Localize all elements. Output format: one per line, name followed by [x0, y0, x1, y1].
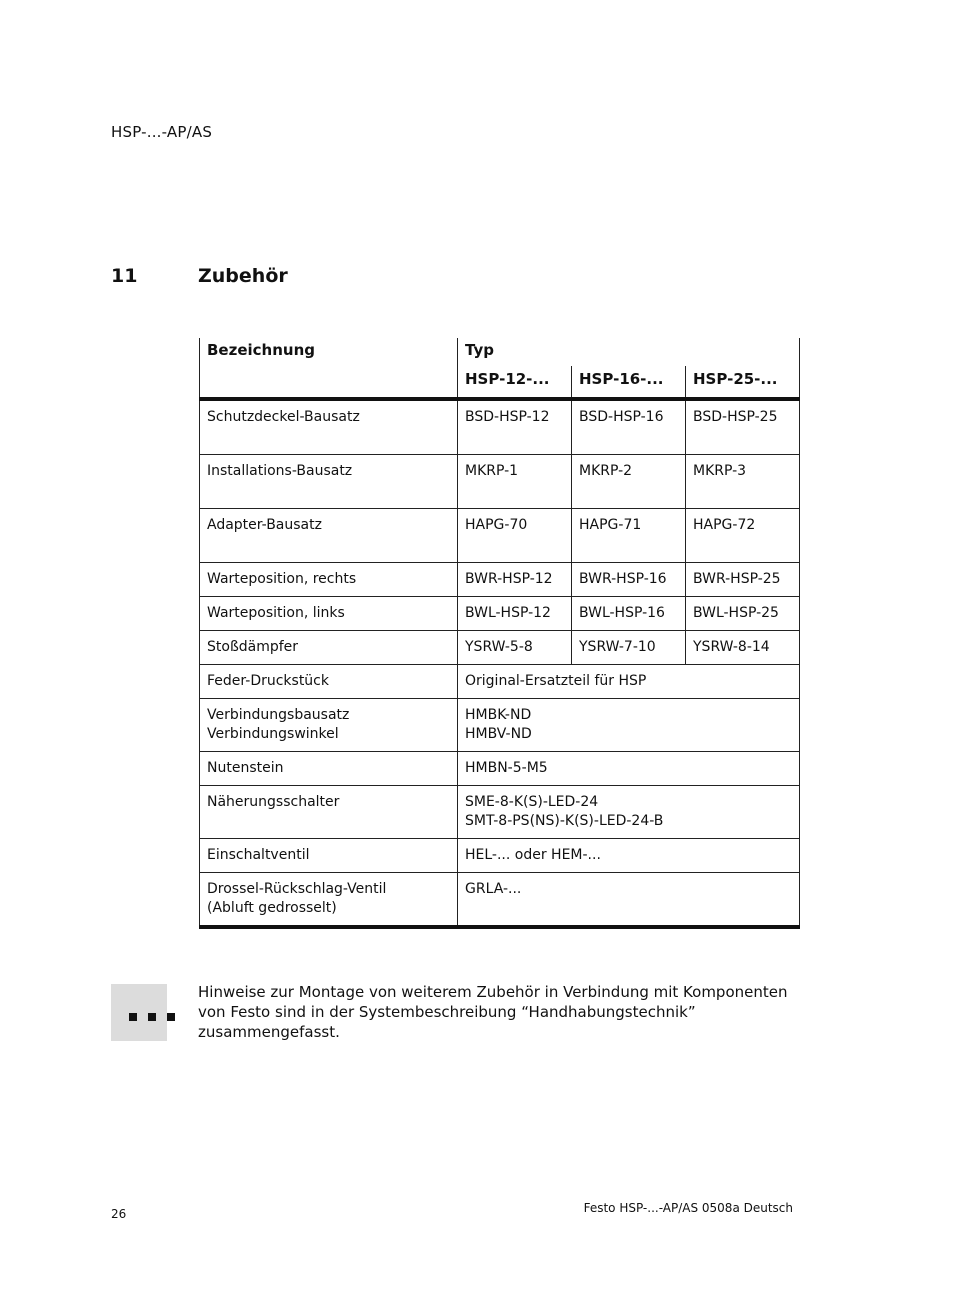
row-value-merged: [458, 786, 800, 839]
row-name: Stoßdämpfer: [200, 631, 458, 665]
row-value-merged: Original-Ersatzteil für HSP: [458, 665, 800, 699]
row-name-line: Verbindungsbausatz: [207, 707, 350, 723]
row-value: BSD-HSP-25: [686, 399, 800, 455]
table-row: [200, 631, 800, 665]
row-value-line: SMT-8-PS(NS)-K(S)-LED-24-B: [465, 813, 664, 829]
row-name-line: (Abluft gedrosselt): [207, 900, 337, 916]
table-row: [200, 665, 800, 699]
row-value: BWL-HSP-16: [572, 597, 686, 631]
row-value: BWL-HSP-25: [686, 597, 800, 631]
running-header: HSP-...-AP/AS: [111, 123, 213, 141]
row-value: HAPG-72: [686, 509, 800, 563]
row-name: [200, 873, 458, 928]
footer-doc-info: Festo HSP-...-AP/AS 0508a Deutsch: [583, 1201, 793, 1215]
row-value-merged: HMBN-5-M5: [458, 752, 800, 786]
table-row: [200, 699, 800, 752]
row-value: BSD-HSP-16: [572, 399, 686, 455]
row-name: Adapter-Bausatz: [200, 509, 458, 563]
header-hsp-25: HSP-25-...: [686, 366, 800, 399]
note-text: Hinweise zur Montage von weiterem Zubehör in Verbindung mit Komponenten von Festo sind in der Systembeschreibung “Handhabungstechnik” zusammengefasst.: [198, 983, 788, 1041]
row-name: Feder-Druckstück: [200, 665, 458, 699]
header-bezeichnung: Bezeichnung: [200, 338, 458, 399]
row-name: Installations-Bausatz: [200, 455, 458, 509]
row-name: Nutenstein: [200, 752, 458, 786]
row-name: Näherungsschalter: [200, 786, 458, 839]
row-value-merged: [458, 699, 800, 752]
row-value: BWL-HSP-12: [458, 597, 572, 631]
row-value-line: SME-8-K(S)-LED-24: [465, 794, 599, 810]
info-squares-icon: [111, 984, 167, 1041]
table-row: [200, 399, 800, 455]
row-value: MKRP-3: [686, 455, 800, 509]
row-value: HAPG-71: [572, 509, 686, 563]
row-value: YSRW-5-8: [458, 631, 572, 665]
row-name: Warteposition, rechts: [200, 563, 458, 597]
table-row: [200, 509, 800, 563]
table-row: [200, 455, 800, 509]
row-value: YSRW-8-14: [686, 631, 800, 665]
row-value: BWR-HSP-16: [572, 563, 686, 597]
row-value-merged: GRLA-...: [458, 873, 800, 928]
section-number: 11: [111, 265, 138, 287]
row-name: [200, 699, 458, 752]
table-row: [200, 597, 800, 631]
header-hsp-16: HSP-16-...: [572, 366, 686, 399]
row-value: BWR-HSP-12: [458, 563, 572, 597]
row-name: Einschaltventil: [200, 839, 458, 873]
row-value: BWR-HSP-25: [686, 563, 800, 597]
table-row: [200, 839, 800, 873]
row-value: MKRP-2: [572, 455, 686, 509]
section-title: Zubehör: [198, 265, 288, 287]
header-typ: Typ: [458, 338, 800, 366]
row-name: Schutzdeckel-Bausatz: [200, 399, 458, 455]
row-value: BSD-HSP-12: [458, 399, 572, 455]
row-value-line: HMBV-ND: [465, 726, 532, 742]
row-value-merged: HEL-... oder HEM-...: [458, 839, 800, 873]
header-hsp-12: HSP-12-...: [458, 366, 572, 399]
table-row: [200, 786, 800, 839]
row-value-line: HMBK-ND: [465, 707, 532, 723]
row-value: MKRP-1: [458, 455, 572, 509]
row-name: Warteposition, links: [200, 597, 458, 631]
page-number: 26: [111, 1207, 127, 1221]
row-value: YSRW-7-10: [572, 631, 686, 665]
row-name-line: Verbindungswinkel: [207, 726, 339, 742]
accessories-table: [199, 338, 800, 929]
table-row: [200, 873, 800, 928]
table-row: [200, 752, 800, 786]
row-name-line: Drossel-Rückschlag-Ventil: [207, 881, 387, 897]
row-value: HAPG-70: [458, 509, 572, 563]
table-row: [200, 563, 800, 597]
